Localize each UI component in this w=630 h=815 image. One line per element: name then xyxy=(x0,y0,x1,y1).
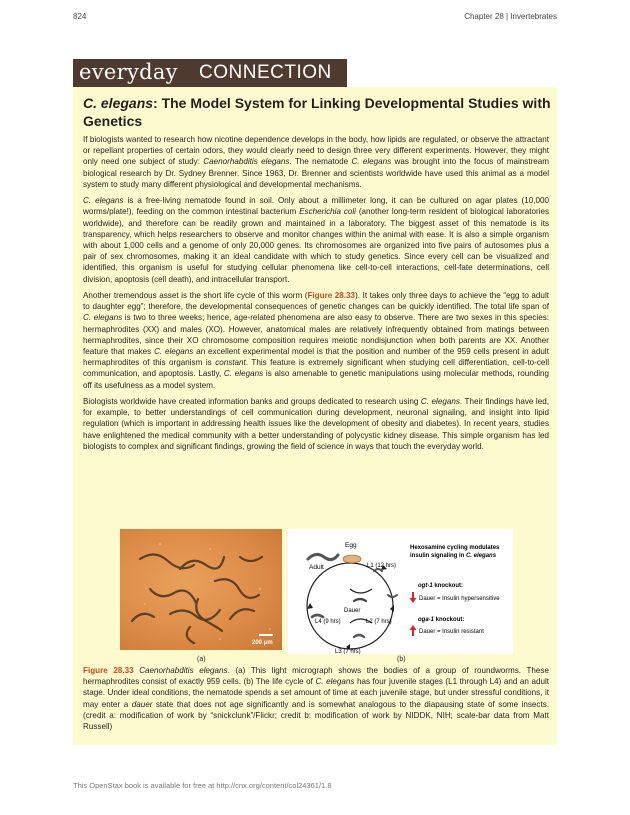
chapter-title: Chapter 28 | Invertebrates xyxy=(464,12,557,21)
figure-label-a: (a) xyxy=(197,656,206,663)
worm-shapes xyxy=(120,529,282,650)
egg-icon xyxy=(343,555,361,563)
stage-l4: L4 (9 hrs) xyxy=(315,619,341,625)
banner-connection: CONNECTION xyxy=(199,62,332,83)
paragraph-3: Another tremendous asset is the short life cycle of this worm (Figure 28.33). It takes only three days to achieve the “egg to adult to daughter egg”; therefore, the developmental consequences of genetic changes can be quickly identified. The total life span of C. elegans is two to three weeks; hence, age-related phenomena are also easy to observe. There are two sexes in this species: hermaphrodites (XX) and males (XO). However, anatomical males are relatively infrequently obtained from matings between hermaphrodites, since their XO chromosome composition requires meiotic nondisjunction when both parents are XX. Another feature that makes C. elegans an excellent experimental model is that the position and number of the 959 cells present in adult hermaphrodites of this organism is constant. This feature is extremely significant when studying cell differentiation, cell-to-cell communication, and apoptosis. Lastly, C. elegans is also amenable to genetic manipulations using molecular methods, rounding off its usefulness as a model system. xyxy=(83,291,550,390)
figure-caption: Figure 28.33 Caenorhabditis elegans. (a) This light micrograph shows the bodies of a group of roundworms. These hermaphrodites consist of exactly 959 cells. (b) The life cycle of C. elegans has four juvenile stages (L1 through L4) and an adult stage. Under ideal conditions, the nematode spends a set amount of time at each juvenile stage, but under stressful conditions, it may enter a dauer state that does not age significantly and is somewhat analogous to the diapausing state of some insects. (credit a: modification of work by “snickclunk”/Flickr; credit b: modification of work by NIDDK, NIH; scale-bar data from Matt Russell) xyxy=(83,666,549,732)
page-header xyxy=(0,12,630,28)
feature-body xyxy=(83,134,549,457)
oga-effect: Dauer = Insulin resistant xyxy=(419,629,484,635)
figure-link[interactable]: Figure 28.33 xyxy=(307,291,356,301)
life-cycle-diagram xyxy=(288,529,513,654)
title-rest: : The Model System for Linking Developmental Studies with Genetics xyxy=(83,95,551,129)
stage-adult: Adult xyxy=(309,564,324,571)
stage-egg: Egg xyxy=(345,542,357,549)
oga-heading: oga-1 knockout: xyxy=(418,617,465,623)
scale-bar xyxy=(259,634,273,636)
stage-l2: L2 (7 hrs) xyxy=(366,619,392,625)
title-italic: C. elegans xyxy=(83,95,154,111)
feature-title xyxy=(83,94,553,130)
stage-l1: L1 (12 hrs) xyxy=(367,563,397,569)
ogt-effect: Dauer = Insulin hypersensitive xyxy=(419,596,500,602)
everyday-connection-banner xyxy=(73,59,347,87)
caption-figure-number: Figure 28.33 xyxy=(83,666,134,675)
scale-label: 200 μm xyxy=(252,640,273,646)
side-title-line2: insulin signaling in C. elegans xyxy=(410,553,497,559)
stage-dauer: Dauer xyxy=(344,608,361,614)
worm-micrograph xyxy=(120,529,282,650)
paragraph-1: If biologists wanted to research how nicotine dependence develops in the body, how lipids are regulated, or observe the attractant or repellant properties of certain odors, they would clearly need to design three very different experiments. However, they might only need one subject of study: Caenorhabditis elegans. The nematode C. elegans was brought into the focus of mainstream biological research by Dr. Sydney Brenner. Since 1963, Dr. Brenner and scientists worldwide have used this animal as a model system to study many different physiological and developmental mechanisms. xyxy=(83,135,550,189)
banner-everyday: everyday xyxy=(79,60,178,84)
paragraph-2: C. elegans is a free-living nematode found in soil. Only about a millimeter long, it can be cultured on agar plates (10,000 worms/plate!), feeding on the common intestinal bacterium Escherichia coli (another long-term resident of biological laboratories worldwide), and therefore can be readily grown and maintained in a laboratory. The biggest asset of this nematode is its transparency, which helps researchers to observe and monitor changes within the animal with ease. It is also a simple organism with about 1,000 cells and a genome of only 20,000 genes. Its chromosomes are organized into five pairs of autosomes plus a pair of sex chromosomes, making it an ideal candidate with which to study genetics. Since every cell can be visualized and identified, this organism is useful for studying cellular phenomena like cell-to-cell interactions, cell-fate determinations, cell division, apoptosis (cell death), and intracellular transport. xyxy=(83,196,550,284)
figure-label-b: (b) xyxy=(397,656,406,663)
ogt-heading: ogt-1 knockout: xyxy=(418,583,464,589)
page-number: 824 xyxy=(73,12,87,21)
stage-l3: L3 (7 hrs) xyxy=(335,649,361,654)
page-footer: This OpenStax book is available for free at http://cnx.org/content/col24361/1.8 xyxy=(73,781,332,790)
paragraph-4: Biologists worldwide have created information banks and groups dedicated to research using C. elegans. Their findings have led, for example, to better understandings of cell communication during development, neuronal signaling, and insight into lipid regulation (which is important in addressing health issues like the development of obesity and diabetes). In recent years, studies have enlightened the medical community with a better understanding of polycystic kidney disease. This simple organism has led biologists to complex and significant findings, growing the field of science in ways that touch the everyday world. xyxy=(83,397,549,451)
side-title-line1: Hexosamine cycling modulates xyxy=(410,545,500,551)
